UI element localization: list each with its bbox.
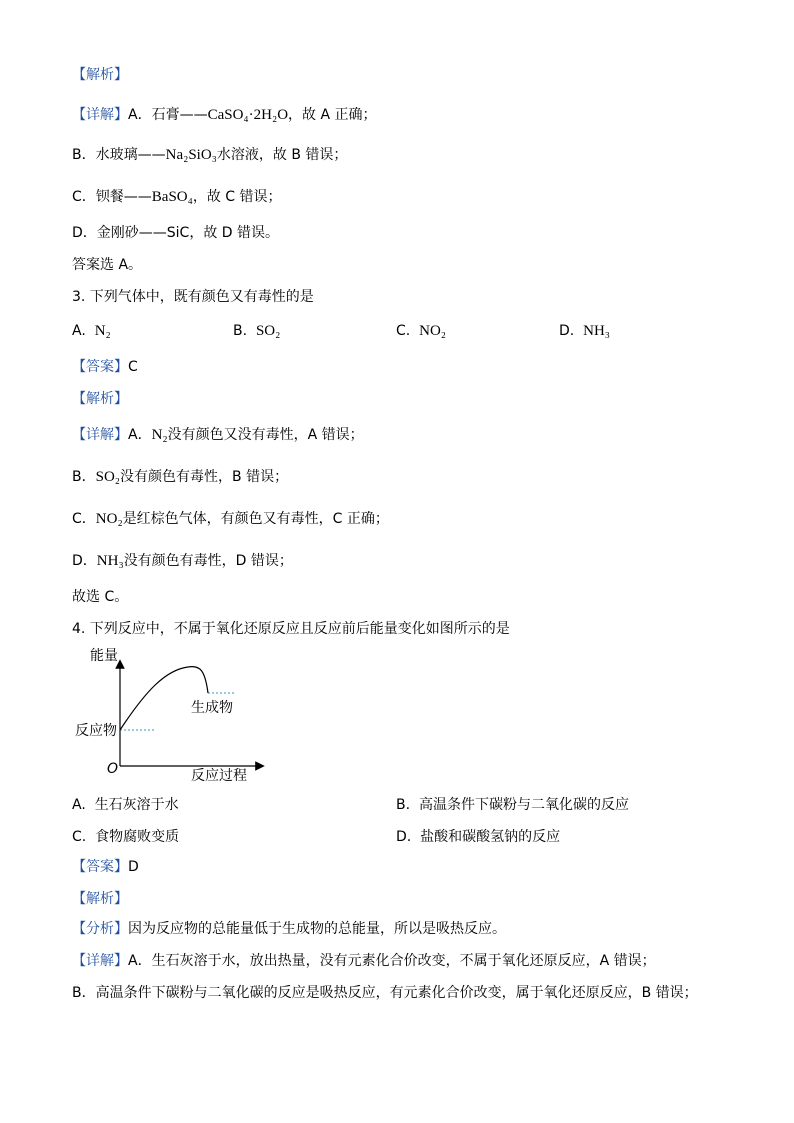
- q4-answer: 【答案】D: [72, 859, 139, 875]
- q4-option-a[interactable]: A. 生石灰溶于水: [72, 797, 179, 813]
- y-axis-label: 能量: [90, 648, 118, 664]
- q4-option-b[interactable]: B. 高温条件下碳粉与二氧化碳的反应: [396, 797, 629, 813]
- q3-option-b[interactable]: B. SO₂: [233, 323, 281, 339]
- q4-option-c[interactable]: C. 食物腐败变质: [72, 829, 180, 845]
- q3-option-d[interactable]: D. NH₃: [559, 323, 611, 339]
- q4-detail-b: B．高温条件下碳粉与二氧化碳的反应是吸热反应，有元素化合价改变，属于氧化还原反应，B 错误；: [72, 985, 698, 1001]
- origin-label: O: [107, 761, 119, 777]
- q3-option-c[interactable]: C. NO₂: [396, 323, 447, 339]
- q4-detail-a: 【详解】A．生石灰溶于水，放出热量，没有元素化合价改变，不属于氧化还原反应，A 错误；: [72, 953, 656, 969]
- q3-option-a[interactable]: A. N₂: [72, 323, 111, 339]
- reactant-label: 反应物: [75, 723, 117, 739]
- q3-detail-d: D．NH₃没有颜色有毒性，D 错误；: [72, 553, 293, 569]
- question-3-stem: 3. 下列气体中，既有颜色又有毒性的是: [72, 289, 314, 305]
- q3-conclusion: 故选 C。: [72, 589, 129, 605]
- q4-analysis-heading: 【解析】: [72, 891, 128, 907]
- product-label: 生成物: [191, 700, 233, 716]
- energy-diagram: [70, 642, 270, 787]
- analysis-heading: 【解析】: [72, 67, 128, 83]
- x-axis-label: 反应过程: [191, 768, 247, 784]
- conclusion-text: 答案选 A。: [72, 257, 143, 273]
- q3-detail-a: 【详解】A．N₂没有颜色又没有毒性，A 错误；: [72, 427, 364, 443]
- detail-line-c: C．钡餐——BaSO₄，故 C 错误；: [72, 189, 282, 205]
- q4-option-d[interactable]: D. 盐酸和碳酸氢钠的反应: [396, 829, 561, 845]
- detail-line-b: B．水玻璃——Na₂SiO₃水溶液，故 B 错误；: [72, 147, 348, 163]
- question-4-stem: 4. 下列反应中，不属于氧化还原反应且反应前后能量变化如图所示的是: [72, 621, 510, 637]
- detail-line-d: D．金刚砂——SiC，故 D 错误。: [72, 225, 280, 241]
- energy-curve: [120, 667, 208, 730]
- detail-line-a: 【详解】A．石膏——CaSO₄·2H₂O，故 A 正确；: [72, 107, 377, 123]
- q3-detail-b: B．SO₂没有颜色有毒性，B 错误；: [72, 469, 289, 485]
- q4-analysis: 【分析】因为反应物的总能量低于生成物的总能量，所以是吸热反应。: [72, 921, 506, 937]
- q3-answer: 【答案】C: [72, 359, 138, 375]
- q3-analysis-heading: 【解析】: [72, 391, 128, 407]
- q3-detail-c: C．NO₂是红棕色气体，有颜色又有毒性，C 正确；: [72, 511, 389, 527]
